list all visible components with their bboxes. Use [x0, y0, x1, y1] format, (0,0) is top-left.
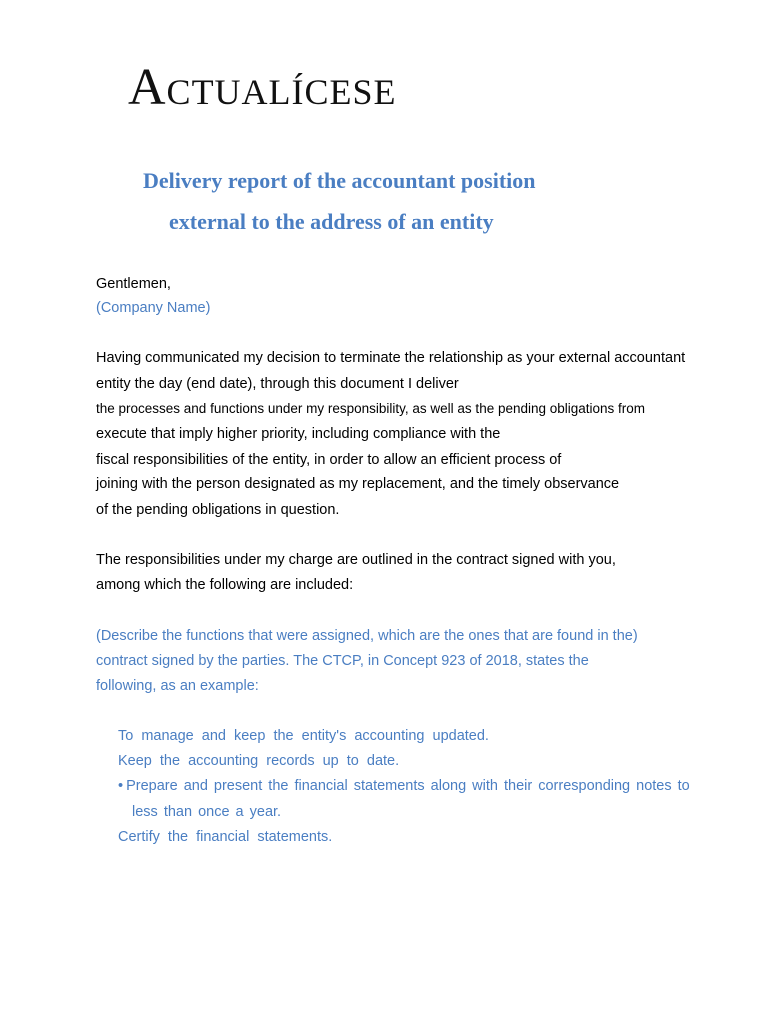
- paragraph-1-line: execute that imply higher priority, including compliance with the: [96, 426, 501, 442]
- company-logo: Actualícese: [128, 59, 397, 116]
- bullet-icon: •: [118, 778, 124, 794]
- company-name-placeholder: (Company Name): [96, 300, 211, 316]
- paragraph-2-line: The responsibilities under my charge are outlined in the contract signed with you,: [96, 552, 616, 568]
- paragraph-1-line: joining with the person designated as my replacement, and the timely observance: [96, 476, 620, 492]
- document-title-line-1: Delivery report of the accountant position: [143, 168, 536, 193]
- paragraph-1-line: entity the day (end date), through this document I deliver: [96, 376, 459, 392]
- list-item: Keep the accounting records up to date.: [118, 753, 400, 769]
- document-title-line-2: external to the address of an entity: [169, 209, 494, 234]
- paragraph-1-line: of the pending obligations in question.: [96, 502, 340, 518]
- list-item: To manage and keep the entity's accounting updated.: [118, 728, 489, 744]
- paragraph-2-line: among which the following are included:: [96, 577, 354, 593]
- list-item-continuation: less than once a year.: [132, 804, 282, 820]
- paragraph-1-line: fiscal responsibilities of the entity, in order to allow an efficient process of: [96, 452, 562, 468]
- paragraph-1-line: the processes and functions under my responsibility, as well as the pending obligations from: [96, 401, 646, 416]
- instruction-line: (Describe the functions that were assigned, which are the ones that are found in the): [96, 628, 638, 644]
- instruction-line: contract signed by the parties. The CTCP, in Concept 923 of 2018, states the: [96, 653, 589, 669]
- greeting: Gentlemen,: [96, 276, 171, 292]
- instruction-line: following, as an example:: [96, 678, 259, 694]
- paragraph-1-line: Having communicated my decision to terminate the relationship as your external accountant: [96, 350, 686, 366]
- list-item: Certify the financial statements.: [118, 829, 333, 845]
- list-item-text: Prepare and present the financial statements along with their corresponding notes to: [126, 778, 690, 794]
- list-item-bulleted: [118, 777, 690, 795]
